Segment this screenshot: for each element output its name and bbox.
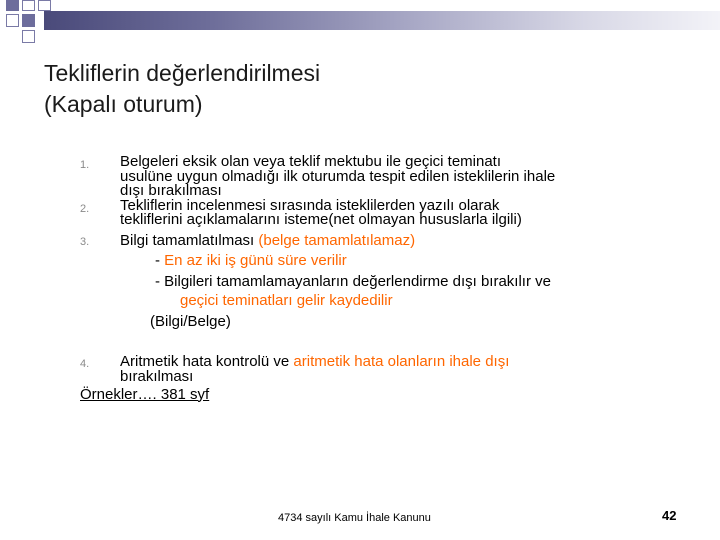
item-line: tekliflerini açıklamalarını isteme(net olmayan hususlarla ilgili)	[120, 211, 522, 228]
item-line	[120, 354, 680, 369]
item-text: Aritmetik hata kontrolü ve	[120, 352, 290, 370]
title-line: (Kapalı oturum)	[44, 91, 203, 117]
decor-square	[6, 14, 19, 27]
item-line: bırakılması	[120, 367, 194, 385]
sub-dash: -	[155, 251, 165, 269]
title-line: Tekliflerin değerlendirilmesi	[44, 60, 321, 86]
slide-content	[80, 155, 680, 405]
gradient-bar	[44, 11, 720, 30]
list-item	[80, 232, 680, 335]
sub-item-text: En az iki iş günü süre verilir	[164, 251, 347, 269]
item-text: Bilgi tamamlatılması	[120, 231, 255, 249]
decor-square	[6, 0, 19, 11]
decor-square	[22, 0, 35, 11]
item-number: 2.	[80, 202, 90, 215]
decor-square	[22, 30, 35, 43]
page-number: 42	[662, 508, 677, 523]
item-line	[120, 232, 680, 250]
item-line: dışı bırakılması	[120, 182, 222, 199]
decor-square	[22, 14, 35, 27]
item-number: 1.	[80, 159, 90, 171]
sub-item-continuation: geçici teminatları gelir kaydedilir	[180, 291, 393, 309]
item-line: usulüne uygun olmadığı ilk oturumda tespit edilen isteklilerin ihale	[120, 167, 556, 185]
item-number: 3.	[80, 235, 90, 248]
item-highlight: aritmetik hata olanların ihale dışı	[293, 352, 510, 370]
header-banner	[0, 0, 720, 48]
list-item	[80, 354, 680, 384]
sub-item-note: (Bilgi/Belge)	[150, 312, 231, 330]
item-line: Belgeleri eksik olan veya teklif mektubu ile geçici teminatı	[120, 153, 502, 170]
page-title	[44, 58, 604, 120]
item-line: Tekliflerin incelenmesi sırasında isteklilerden yazılı olarak	[120, 196, 500, 214]
list-item	[80, 196, 680, 228]
examples-link[interactable]: Örnekler…. 381 syf	[80, 385, 210, 403]
sub-item: - Bilgileri tamamlamayanların değerlendirme dışı bırakılır ve	[155, 272, 551, 290]
item-number: 4.	[80, 357, 90, 370]
footer-text: 4734 sayılı Kamu İhale Kanunu	[278, 512, 431, 524]
list-item	[80, 155, 680, 199]
sub-item	[120, 250, 680, 271]
decor-square	[38, 0, 51, 11]
item-highlight: (belge tamamlatılamaz)	[258, 231, 416, 249]
